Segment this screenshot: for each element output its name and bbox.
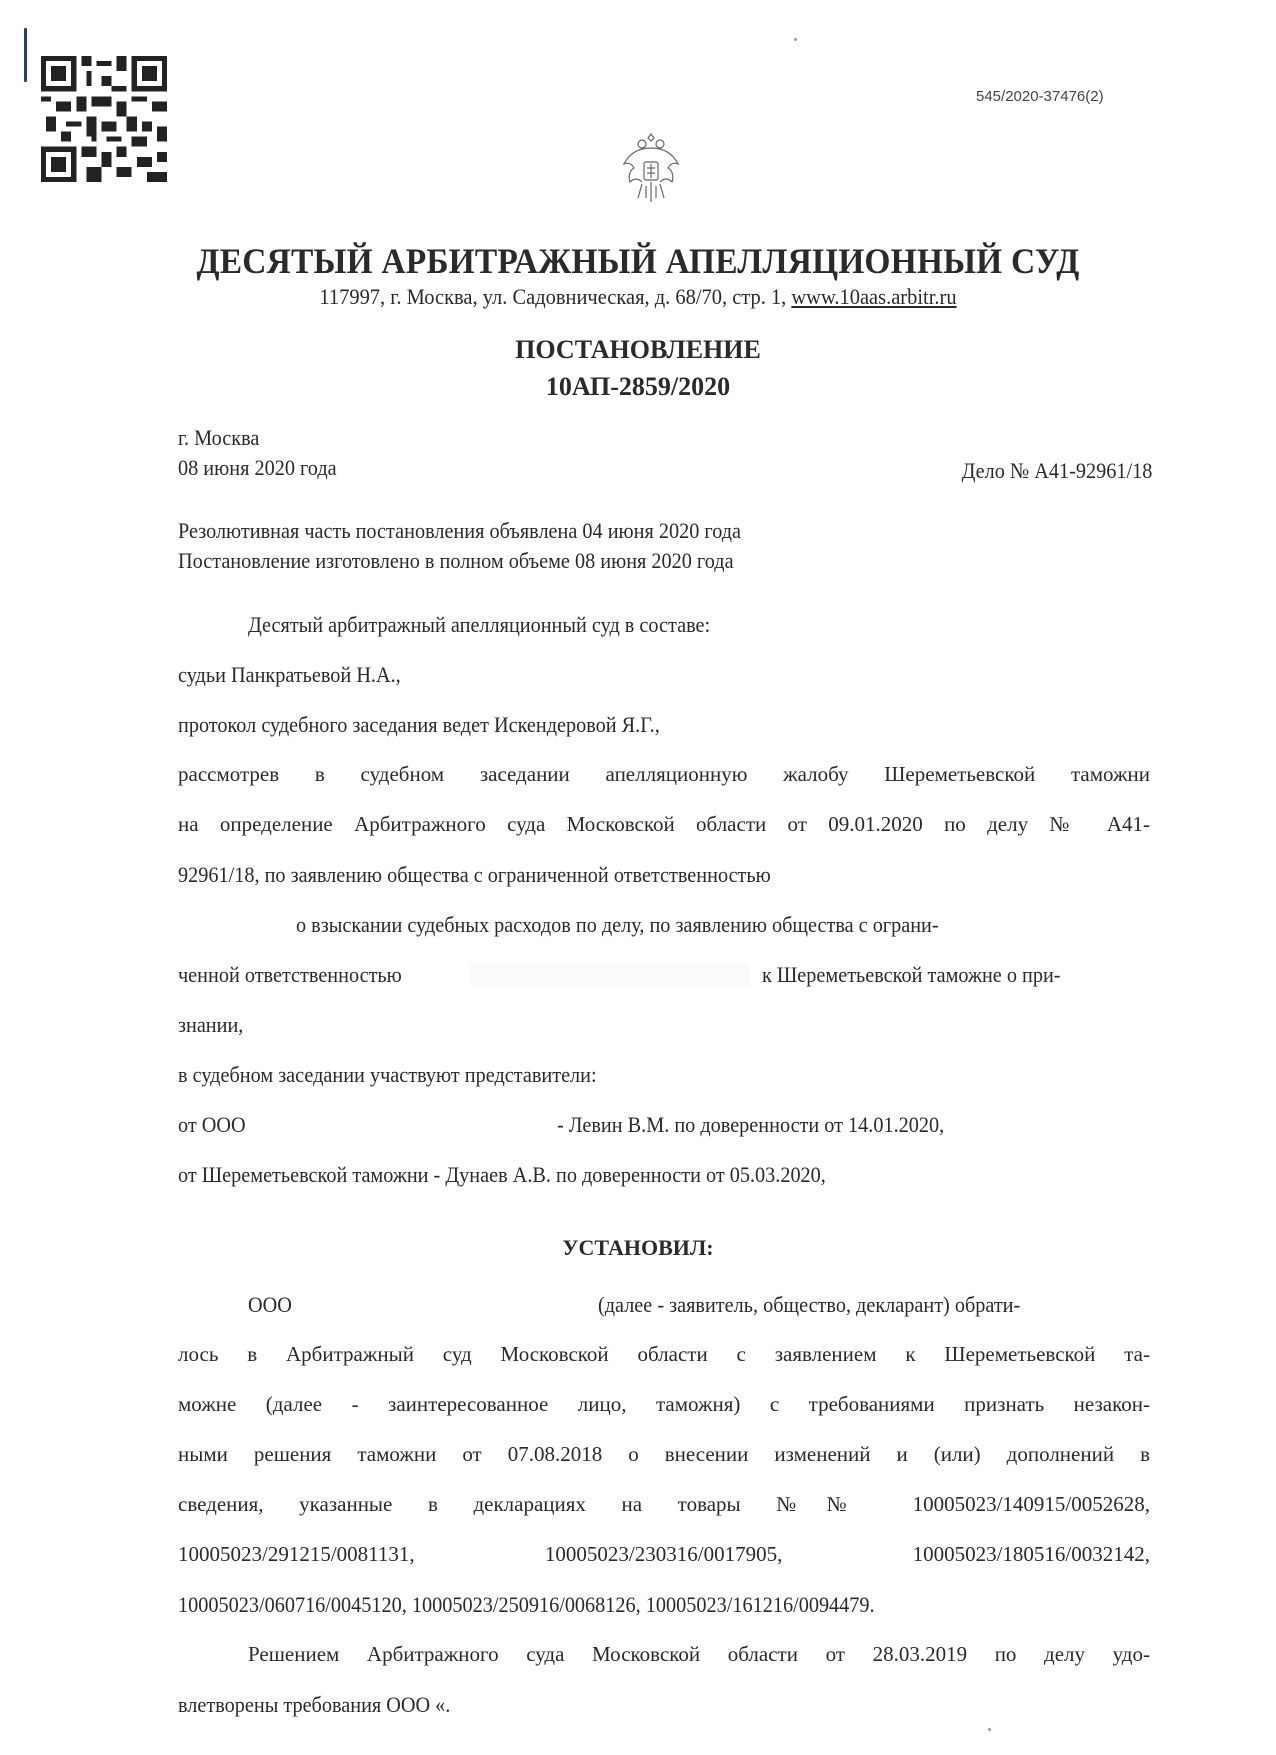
section-heading: УСТАНОВИЛ: [562,1235,714,1260]
body-line: о взыскании судебных расходов по делу, по заявлению общества с ограни- [296,912,939,937]
established-line: ООО [248,1292,292,1317]
document-city: г. Москва [178,425,260,450]
established-line: Решением Арбитражного суда Московской области от 28.03.2019 по делу удо- [248,1642,1150,1666]
established-line: 10005023/060716/0045120, 10005023/250916/0068126, 10005023/161216/0094479. [178,1592,875,1617]
established-line: лось в Арбитражный суд Московской области с заявлением к Шереметьевской та- [178,1342,1150,1366]
case-number: Дело № А41-92961/18 [961,458,1152,483]
body-line: - Левин В.М. по доверенности от 14.01.2020, [557,1112,945,1137]
court-address-text: 117997, г. Москва, ул. Садовническая, д. 68/70, стр. 1, [319,284,792,309]
document-id: 545/2020-37476(2) [976,88,1104,105]
body-line: ченной ответственностью [178,962,402,987]
scan-speck [988,1728,991,1731]
resolution-announced: Резолютивная часть постановления объявлена 04 июня 2020 года [178,518,742,543]
full-text-date: Постановление изготовлено в полном объеме 08 июня 2020 года [178,548,734,573]
body-line: на определение Арбитражного суда Московской области от 09.01.2020 по делу № А41- [178,812,1150,836]
body-line: от ООО [178,1112,246,1137]
established-line: (далее - заявитель, общество, декларант) обрати- [598,1292,1021,1317]
body-line: 92961/18, по заявлению общества с ограниченной ответственностью [178,862,771,887]
body-line: Десятый арбитражный апелляционный суд в составе: [248,612,711,637]
body-line: в судебном заседании участвуют представители: [178,1062,597,1087]
established-line: 10005023/291215/0081131, 10005023/230316/0017905, 10005023/180516/0032142, [178,1542,1150,1566]
body-line: протокол судебного заседания ведет Искендеровой Я.Г., [178,712,660,737]
document-date: 08 июня 2020 года [178,455,337,480]
established-line: сведения, указанные в декларациях на товары №№ 10005023/140915/0052628, [178,1492,1150,1516]
established-line: ными решения таможни от 07.08.2018 о внесении изменений и (или) дополнений в [178,1442,1150,1466]
document-type: ПОСТАНОВЛЕНИЕ [515,335,761,364]
document-number: 10АП-2859/2020 [545,372,731,401]
body-line: к Шереметьевской таможне о при- [762,962,1061,987]
court-address [45,284,1232,310]
established-line: влетворены требования ООО «. [178,1692,451,1717]
pen-mark [24,28,27,82]
body-line: судьи Панкратьевой Н.А., [178,662,401,687]
court-title: ДЕСЯТЫЙ АРБИТРАЖНЫЙ АПЕЛЛЯЦИОННЫЙ СУД [196,241,1080,281]
qr-code-icon [40,56,168,182]
body-line: от Шереметьевской таможни - Дунаев А.В. по доверенности от 05.03.2020, [178,1162,826,1187]
body-line: знании, [178,1012,244,1037]
scan-speck [794,38,797,41]
redacted-text [470,962,750,986]
coat-of-arms-icon [620,130,682,210]
court-website-link[interactable]: www.10aas.arbitr.ru [791,284,957,309]
established-line: можне (далее - заинтересованное лицо, таможня) с требованиями признать незакон- [178,1392,1150,1416]
body-line: рассмотрев в судебном заседании апелляционную жалобу Шереметьевской таможни [178,762,1150,786]
